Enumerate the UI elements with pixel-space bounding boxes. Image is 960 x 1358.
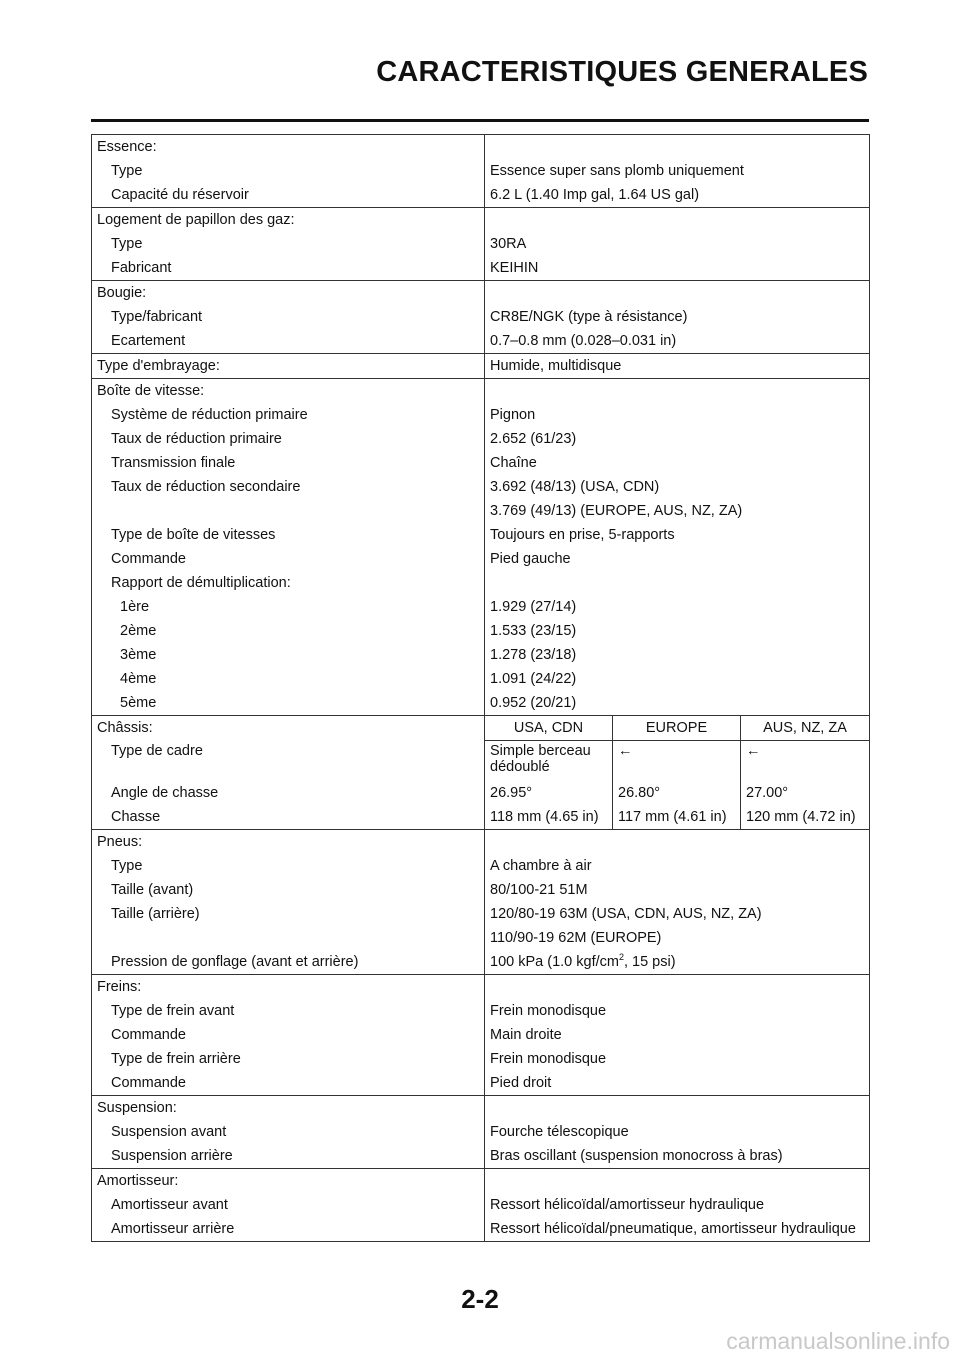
- gear-label: 4ème: [92, 667, 485, 691]
- spec-value: 120 mm (4.72 in): [741, 805, 870, 830]
- spec-label: Amortisseur avant: [92, 1193, 485, 1217]
- section-heading: Suspension:: [92, 1096, 485, 1121]
- spec-value: Toujours en prise, 5-rapports: [490, 527, 675, 543]
- spec-value: 110/90-19 62M (EUROPE): [490, 930, 662, 946]
- page-title: CARACTERISTIQUES GENERALES: [376, 56, 868, 88]
- section-clutch: [92, 354, 870, 379]
- spec-label: Taux de réduction primaire: [92, 427, 485, 451]
- column-header-aus: AUS, NZ, ZA: [741, 716, 870, 741]
- spec-value: 26.95°: [490, 785, 533, 801]
- section-heading: Freins:: [92, 975, 485, 1000]
- spec-label: Type: [92, 854, 485, 878]
- gear-label: 1ère: [92, 595, 485, 619]
- gear-label: 5ème: [92, 691, 485, 716]
- column-header-europe: EUROPE: [613, 716, 741, 741]
- section-tires: [92, 830, 870, 975]
- section-heading: Pneus:: [92, 830, 485, 855]
- section-heading: Amortisseur:: [92, 1169, 485, 1194]
- spec-label: Type de cadre: [92, 741, 485, 782]
- gear-value: 1.091 (24/22): [490, 671, 577, 687]
- section-throttle: [92, 208, 870, 281]
- spec-label: Suspension avant: [92, 1120, 485, 1144]
- gear-value: 1.929 (27/14): [490, 599, 577, 615]
- spec-label: Pression de gonflage (avant et arrière): [92, 950, 485, 975]
- section-damper: [92, 1169, 870, 1242]
- spec-value: Simple berceau dédoublé: [490, 743, 591, 775]
- spec-label: Amortisseur arrière: [92, 1217, 485, 1242]
- pressure-superscript: 2: [618, 952, 624, 963]
- spec-value: A chambre à air: [490, 858, 592, 874]
- spec-value: Humide, multidisque: [490, 358, 622, 374]
- section-heading: Boîte de vitesse:: [92, 379, 485, 404]
- spec-label: Ecartement: [92, 329, 485, 354]
- gear-value: 1.278 (23/18): [490, 647, 577, 663]
- section-brakes: [92, 975, 870, 1096]
- spec-value: KEIHIN: [490, 260, 539, 276]
- spec-value: 3.692 (48/13) (USA, CDN): [490, 479, 660, 495]
- pressure-text-b: , 15 psi): [623, 954, 676, 970]
- section-suspension: [92, 1096, 870, 1169]
- spec-table: [91, 134, 870, 1242]
- spec-value: Main droite: [490, 1027, 562, 1043]
- ditto-arrow: ←: [613, 741, 741, 782]
- spec-value: Fourche télescopique: [490, 1124, 629, 1140]
- spec-label: Type de frein arrière: [92, 1047, 485, 1071]
- spec-label: Chasse: [92, 805, 485, 830]
- spec-value: 30RA: [490, 236, 527, 252]
- spec-value: 3.769 (49/13) (EUROPE, AUS, NZ, ZA): [490, 503, 743, 519]
- spec-label: Type de boîte de vitesses: [92, 523, 485, 547]
- spec-value: 118 mm (4.65 in): [490, 809, 599, 825]
- spec-label: Taille (avant): [92, 878, 485, 902]
- pressure-text-a: 100 kPa (1.0 kgf/cm: [490, 954, 619, 970]
- spec-label: Type: [92, 159, 485, 183]
- section-heading: Type d'embrayage:: [92, 354, 485, 379]
- section-heading: Bougie:: [92, 281, 485, 306]
- spec-value: 6.2 L (1.40 Imp gal, 1.64 US gal): [490, 187, 700, 203]
- spec-value: 2.652 (61/23): [490, 431, 577, 447]
- spec-value: Ressort hélicoïdal/pneumatique, amortisseur hydraulique: [490, 1221, 856, 1237]
- title-rule: [91, 119, 869, 122]
- spec-label: Type: [92, 232, 485, 256]
- pressure-value: [485, 950, 870, 975]
- spec-label: Commande: [92, 1071, 485, 1096]
- spec-label: Type/fabricant: [92, 305, 485, 329]
- spec-label: Système de réduction primaire: [92, 403, 485, 427]
- spec-value: Pied droit: [490, 1075, 552, 1091]
- spec-value: 80/100-21 51M: [490, 882, 588, 898]
- spec-label: Transmission finale: [92, 451, 485, 475]
- section-spark-plug: [92, 281, 870, 354]
- spec-value: 0.7–0.8 mm (0.028–0.031 in): [490, 333, 677, 349]
- spec-label: Rapport de démultiplication:: [92, 571, 485, 595]
- spec-value: 26.80°: [613, 781, 741, 805]
- spec-label: Taille (arrière): [92, 902, 485, 926]
- watermark: carmanualsonline.info: [726, 1328, 950, 1354]
- gear-label: 2ème: [92, 619, 485, 643]
- section-heading: Logement de papillon des gaz:: [92, 208, 485, 233]
- spec-label: Type de frein avant: [92, 999, 485, 1023]
- spec-value: 117 mm (4.61 in): [613, 805, 741, 830]
- spec-label: Fabricant: [92, 256, 485, 281]
- spec-value: 120/80-19 63M (USA, CDN, AUS, NZ, ZA): [490, 906, 762, 922]
- spec-label: Suspension arrière: [92, 1144, 485, 1169]
- spec-label: Taux de réduction secondaire: [92, 475, 485, 499]
- spec-value: Ressort hélicoïdal/amortisseur hydraulique: [490, 1197, 765, 1213]
- spec-value: Frein monodisque: [490, 1003, 607, 1019]
- gear-value: 0.952 (20/21): [490, 695, 577, 711]
- spec-value: Pignon: [490, 407, 536, 423]
- spec-value: CR8E/NGK (type à résistance): [490, 309, 688, 325]
- spec-label: Commande: [92, 1023, 485, 1047]
- spec-value: Frein monodisque: [490, 1051, 607, 1067]
- spec-label: Capacité du réservoir: [92, 183, 485, 208]
- spec-label: Commande: [92, 547, 485, 571]
- spec-value: Pied gauche: [490, 551, 571, 567]
- section-gearbox: [92, 379, 870, 716]
- section-heading: Essence:: [92, 135, 485, 160]
- spec-label: Angle de chasse: [92, 781, 485, 805]
- gear-label: 3ème: [92, 643, 485, 667]
- spec-value: 27.00°: [741, 781, 870, 805]
- ditto-arrow: ←: [741, 741, 870, 782]
- section-heading: Châssis:: [92, 716, 485, 741]
- gear-value: 1.533 (23/15): [490, 623, 577, 639]
- column-header-usa: USA, CDN: [485, 716, 613, 741]
- page-number: 2-2: [461, 1284, 499, 1314]
- spec-value: Bras oscillant (suspension monocross à bras): [490, 1148, 783, 1164]
- spec-value: Chaîne: [490, 455, 537, 471]
- section-chassis: [92, 716, 870, 830]
- section-essence: [92, 135, 870, 208]
- spec-value: Essence super sans plomb uniquement: [490, 163, 744, 179]
